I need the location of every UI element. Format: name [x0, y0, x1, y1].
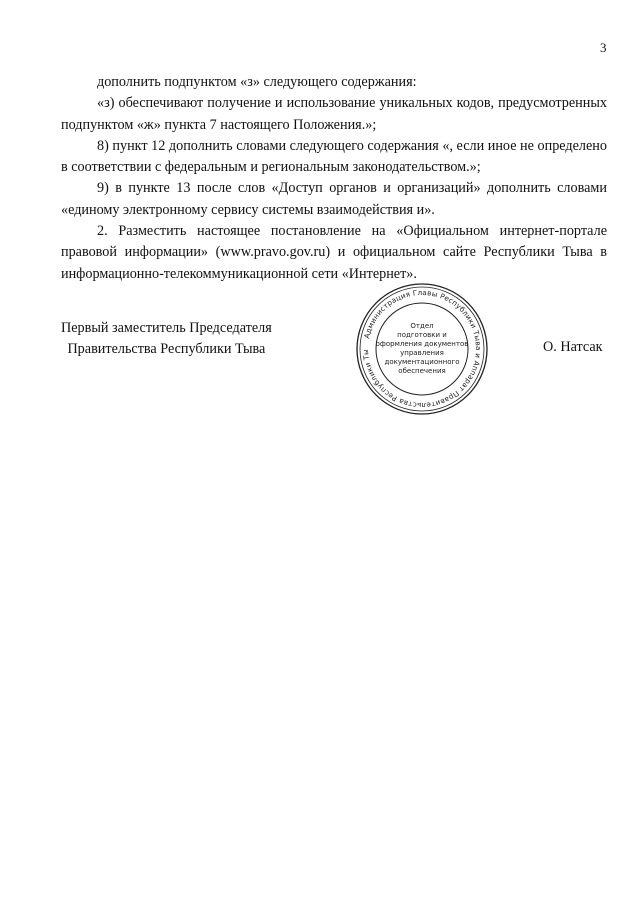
- seal-center-line: обеспечения: [398, 367, 446, 375]
- signatory-title-line: Первый заместитель Председателя: [61, 320, 272, 336]
- seal-center-line: управления: [400, 349, 444, 357]
- seal-center-line: документационного: [384, 358, 460, 366]
- paragraph: 8) пункт 12 дополнить словами следующего содержания «, если иное не определено в соответствии с федеральным и региональным законодательством.»;: [61, 137, 607, 176]
- paragraph: 9) в пункте 13 после слов «Доступ органов и организаций» дополнить словами «единому электронному сервису системы взаимодействия и».: [61, 180, 607, 218]
- signatory-title-line: Правительства Республики Тыва: [67, 341, 266, 357]
- paragraph: 2. Разместить настоящее постановление на «Официальном интернет-портале правовой информации» (www.pravo.gov.ru) и официальном сайте Республики Тыва в информационно-телекоммуникационной сети «Интернет».: [61, 223, 607, 282]
- signatory-title: [61, 318, 272, 360]
- seal-center-line: Отдел: [410, 322, 434, 330]
- seal-center-line: подготовки и: [397, 331, 447, 339]
- official-seal: [355, 282, 489, 416]
- paragraph: дополнить подпунктом «з» следующего содержания:: [97, 74, 417, 90]
- page-number: 3: [600, 40, 607, 55]
- paragraph: «з) обеспечивают получение и использование уникальных кодов, предусмотренных подпунктом «ж» пункта 7 настоящего Положения.»;: [61, 95, 607, 133]
- seal-ring-text: Администрация Главы Республики Тыва и Аппарат Правительства Республики Ты: [360, 287, 484, 411]
- seal-center-line: оформления документов: [375, 340, 469, 348]
- signatory-name: О. Натсак: [543, 339, 603, 355]
- document-body: [61, 72, 607, 285]
